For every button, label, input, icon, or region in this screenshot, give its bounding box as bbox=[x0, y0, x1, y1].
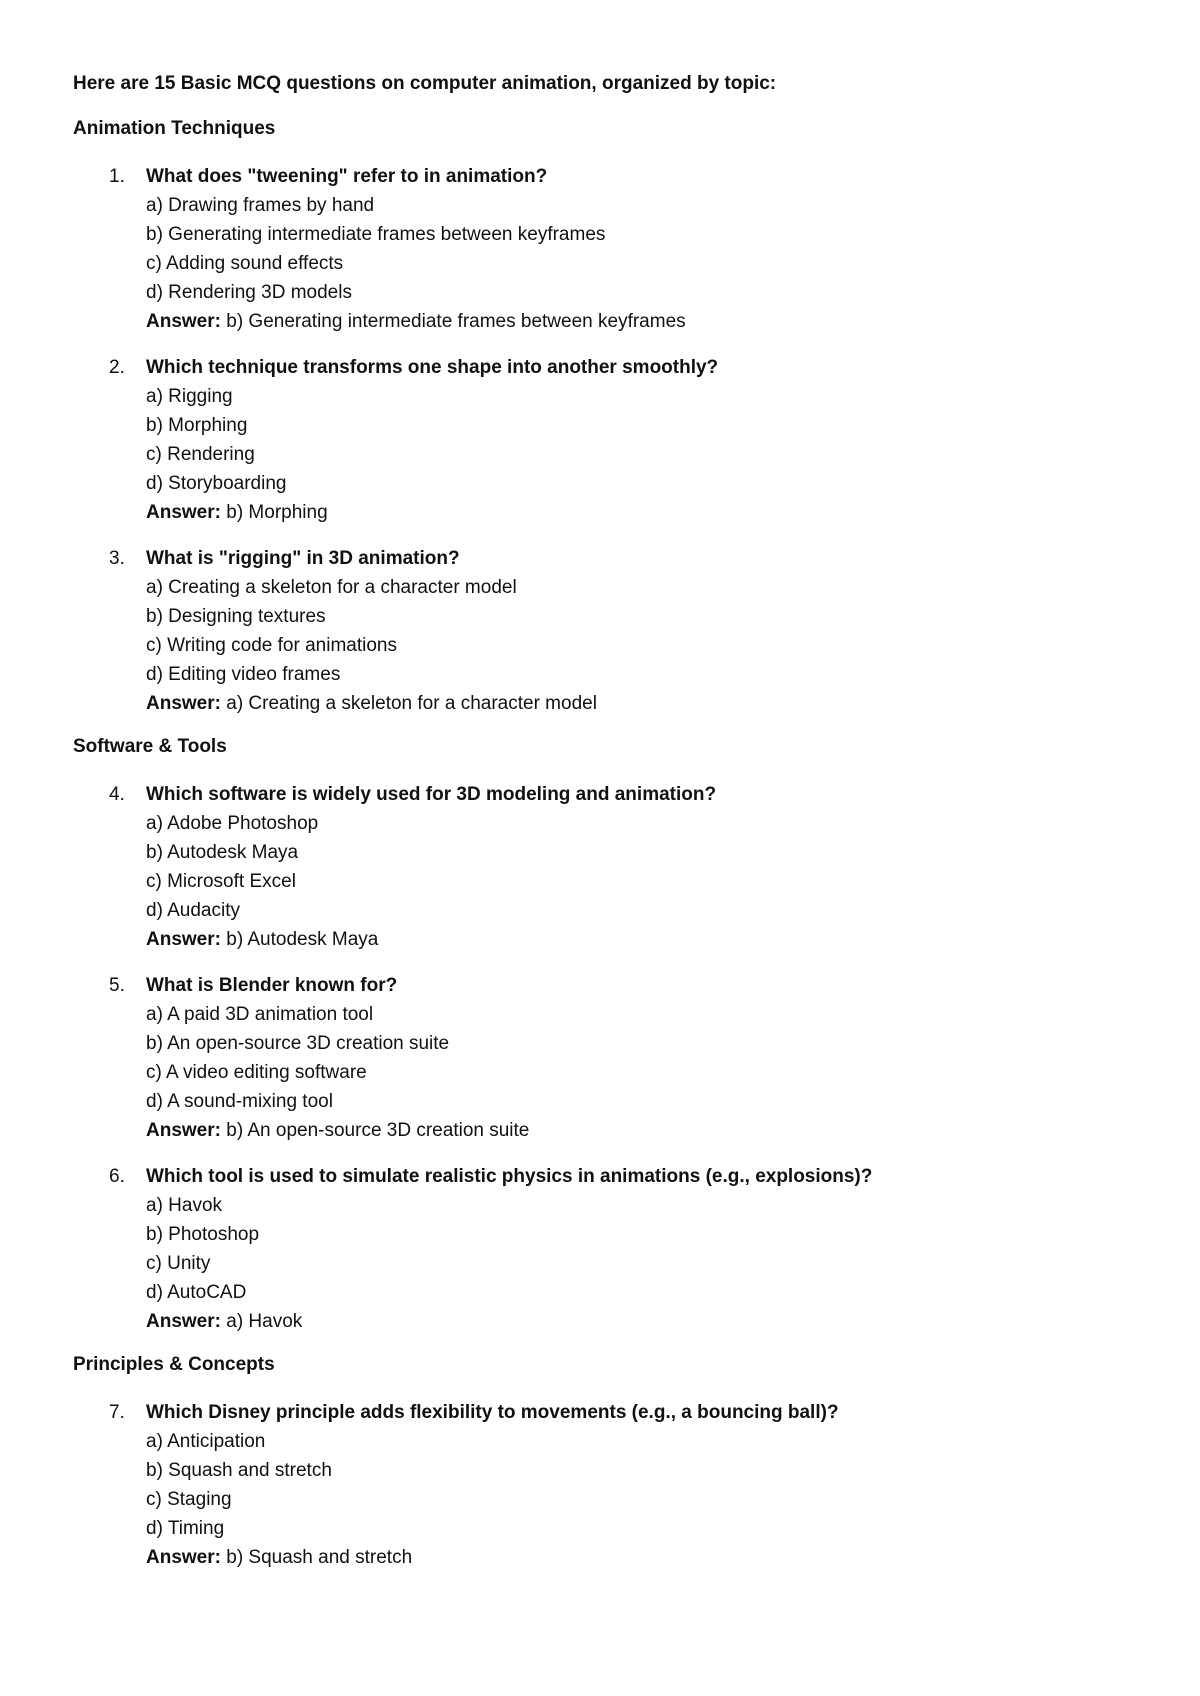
question-text: What is "rigging" in 3D animation? bbox=[146, 548, 460, 569]
answer-option: a) Adobe Photoshop bbox=[146, 813, 319, 834]
correct-answer bbox=[146, 925, 1133, 954]
question-item bbox=[73, 162, 1133, 336]
answer-option: a) A paid 3D animation tool bbox=[146, 1004, 374, 1025]
question-text: Which Disney principle adds flexibility to movements (e.g., a bouncing ball)? bbox=[146, 1402, 839, 1423]
correct-answer bbox=[146, 498, 1133, 527]
question-item bbox=[73, 544, 1133, 718]
answer-option: c) Staging bbox=[146, 1489, 232, 1510]
answer-label: Answer: bbox=[146, 1311, 221, 1332]
question-item bbox=[73, 353, 1133, 527]
answer-option: c) Unity bbox=[146, 1253, 211, 1274]
document-page bbox=[73, 72, 1133, 1589]
answer-option: c) Writing code for animations bbox=[146, 635, 397, 656]
answer-option: a) Havok bbox=[146, 1195, 223, 1216]
answer-option: d) A sound-mixing tool bbox=[146, 1091, 333, 1112]
section-heading: Animation Techniques bbox=[73, 118, 276, 139]
answer-option: d) Rendering 3D models bbox=[146, 282, 352, 303]
question-text: Which software is widely used for 3D modeling and animation? bbox=[146, 784, 717, 805]
question-text: Which technique transforms one shape into another smoothly? bbox=[146, 357, 719, 378]
answer-label: Answer: bbox=[146, 1547, 221, 1568]
answer-option: c) Adding sound effects bbox=[146, 253, 344, 274]
answer-option: a) Anticipation bbox=[146, 1431, 266, 1452]
question-number: 4. bbox=[109, 784, 125, 805]
answer-label: Answer: bbox=[146, 693, 221, 714]
answer-value: a) Creating a skeleton for a character model bbox=[220, 693, 597, 714]
answer-option: a) Drawing frames by hand bbox=[146, 195, 375, 216]
answer-option: b) An open-source 3D creation suite bbox=[146, 1033, 450, 1054]
correct-answer bbox=[146, 1307, 1133, 1336]
answer-option: d) Editing video frames bbox=[146, 664, 341, 685]
question-number: 5. bbox=[109, 975, 125, 996]
question-number: 1. bbox=[109, 166, 125, 187]
answer-option: b) Autodesk Maya bbox=[146, 842, 299, 863]
answer-value: b) An open-source 3D creation suite bbox=[220, 1120, 530, 1141]
answer-label: Answer: bbox=[146, 929, 221, 950]
sections-container bbox=[73, 117, 1133, 1572]
answer-value: b) Morphing bbox=[220, 502, 328, 523]
intro-text: Here are 15 Basic MCQ questions on computer animation, organized by topic: bbox=[73, 73, 777, 94]
question-item bbox=[73, 1398, 1133, 1572]
question-number: 6. bbox=[109, 1166, 125, 1187]
answer-value: a) Havok bbox=[220, 1311, 303, 1332]
answer-option: a) Rigging bbox=[146, 386, 233, 407]
answer-option: c) A video editing software bbox=[146, 1062, 367, 1083]
answer-label: Answer: bbox=[146, 311, 221, 332]
question-number: 3. bbox=[109, 548, 125, 569]
correct-answer bbox=[146, 307, 1133, 336]
question-text: What is Blender known for? bbox=[146, 975, 398, 996]
correct-answer bbox=[146, 1543, 1133, 1572]
correct-answer bbox=[146, 689, 1133, 718]
question-number: 2. bbox=[109, 357, 125, 378]
question-number: 7. bbox=[109, 1402, 125, 1423]
answer-option: b) Designing textures bbox=[146, 606, 326, 627]
answer-option: d) Audacity bbox=[146, 900, 240, 921]
section-heading: Software & Tools bbox=[73, 736, 227, 757]
question-item bbox=[73, 971, 1133, 1145]
answer-option: b) Morphing bbox=[146, 415, 248, 436]
answer-value: b) Autodesk Maya bbox=[220, 929, 379, 950]
answer-value: b) Squash and stretch bbox=[220, 1547, 413, 1568]
answer-option: d) AutoCAD bbox=[146, 1282, 247, 1303]
answer-option: c) Microsoft Excel bbox=[146, 871, 296, 892]
answer-option: d) Storyboarding bbox=[146, 473, 287, 494]
answer-option: b) Generating intermediate frames between keyframes bbox=[146, 224, 606, 245]
question-item bbox=[73, 780, 1133, 954]
section-heading: Principles & Concepts bbox=[73, 1354, 275, 1375]
correct-answer bbox=[146, 1116, 1133, 1145]
answer-option: a) Creating a skeleton for a character model bbox=[146, 577, 517, 598]
answer-value: b) Generating intermediate frames between keyframes bbox=[220, 311, 686, 332]
answer-option: c) Rendering bbox=[146, 444, 255, 465]
answer-option: b) Squash and stretch bbox=[146, 1460, 332, 1481]
answer-label: Answer: bbox=[146, 502, 221, 523]
answer-label: Answer: bbox=[146, 1120, 221, 1141]
question-item bbox=[73, 1162, 1133, 1336]
answer-option: d) Timing bbox=[146, 1518, 225, 1539]
question-text: What does "tweening" refer to in animation? bbox=[146, 166, 548, 187]
question-text: Which tool is used to simulate realistic physics in animations (e.g., explosions)? bbox=[146, 1166, 873, 1187]
answer-option: b) Photoshop bbox=[146, 1224, 260, 1245]
